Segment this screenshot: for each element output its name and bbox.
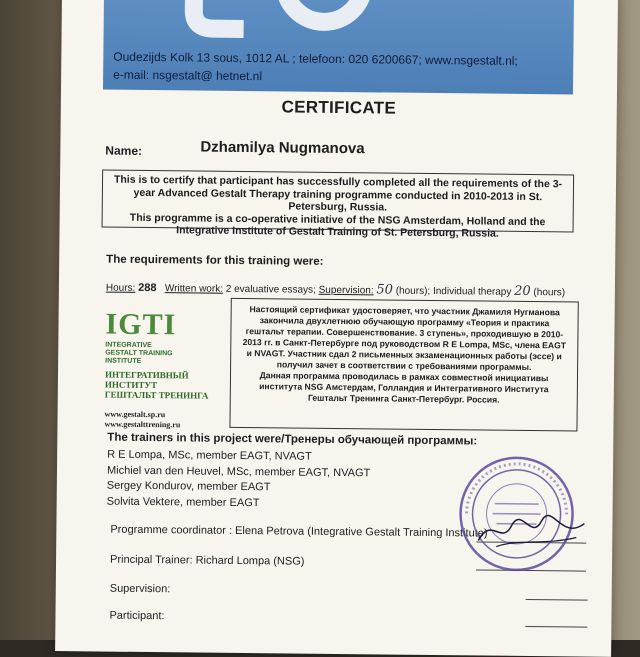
supervision-hours: 50 (376, 282, 394, 298)
handwritten-signature-icon (476, 510, 586, 551)
requirements-line (106, 280, 565, 300)
nsg-banner (103, 0, 574, 94)
igti-logo-block (104, 307, 225, 431)
igti-url: www.gestalttrening.ru (104, 419, 181, 430)
hours-value: 288 (138, 281, 157, 295)
supervision-signature-line (526, 599, 588, 601)
igti-russian-name (105, 370, 225, 401)
supervision-label: Supervision: (318, 284, 374, 297)
igti-websites (104, 410, 224, 431)
nsg-logo-icon (173, 0, 394, 53)
written-work-value: 2 evaluative essays; (222, 283, 319, 296)
principal-trainer: Principal Trainer: Richard Lompa (NSG) (110, 553, 305, 568)
supervision-signoff: Supervision: (109, 582, 171, 596)
trainers-list (107, 448, 371, 513)
trainer-item: Michiel van den Heuvel, MSc, member EAGT, NVAGT (106, 464, 371, 479)
name-label: Name: (105, 143, 143, 158)
certification-statement (102, 170, 575, 240)
email-line: e-mail: nsgestalt@ hetnet.nl (113, 67, 263, 84)
requirements-heading: The requirements for this training were: (106, 253, 324, 268)
statement-completion: This is to certify that participant has successfully completed all the requirements of the 3-year Advanced Gestalt Therapy training programme conducted in 2010-2013 in St. Petersburg, Russia. (113, 173, 563, 214)
address-line: Oudezijds Kolk 13 sous, 1012 AL ; telefoon: 020 6200667; www.nsgestalt.nl; (113, 49, 518, 68)
programme-coordinator: Programme coordinator : Elena Petrova (Integrative Gestalt Training Institute) (110, 523, 488, 540)
igti-en-line: GESTALT TRAINING (105, 349, 173, 358)
hours-label: Hours: (105, 282, 136, 294)
igti-url: www.gestalt.sp.ru (104, 409, 166, 420)
igti-english-name (105, 342, 225, 367)
russian-statement-p1: Настоящий сертификат удостоверяет, что участник Джамиля Нугманова закончила двухлетнюю обучающую программу «Теория и практика гештальт терапии. Совершенствование. 3 ступень», проходившую в 2010-2013 гг. в Санкт-Петербурге под руководством R E Lompa, MSc, члена EAGT и NVAGT. Участник сдал 2 письменных экзаменационных работы (эссе) и получил зачет в соответствии с требованиями программы. (242, 304, 567, 373)
supervision-unit: (hours); Individual therapy (392, 285, 515, 298)
trainer-item: Sergey Kondurov, member EAGT (106, 479, 271, 494)
igti-en-line: INTEGRATIVE (105, 341, 152, 350)
trainers-heading: The trainers in this project were/Тренеры обучающей программы: (107, 431, 478, 448)
statement-cooperation: This programme is a co-operative initiative of the NSG Amsterdam, Holland and the Integrative Institute of Gestalt Training of St. Petersburg, Russia. (129, 211, 546, 240)
therapy-unit: (hours) (530, 287, 566, 299)
trainer-item: R E Lompa, MSc, member EAGT, NVAGT (107, 448, 312, 463)
therapy-hours: 20 (514, 283, 531, 300)
igti-logo: IGTI (105, 307, 177, 342)
russian-statement (229, 298, 578, 432)
russian-statement-p2: Данная программа проводилась в рамках совместной инициативы института NSG Амстердам, Голландия и Интегративного Института Гештальт Тренинга Санкт-Петербург. Россия. (259, 370, 549, 405)
certificate-title: CERTIFICATE (281, 97, 397, 118)
igti-en-line: INSTITUTE (105, 357, 142, 365)
trainer-item: Solvita Vektere, member EAGT (106, 495, 260, 509)
igti-ru-line: ГЕШТАЛЬТ ТРЕНИНГА (104, 389, 209, 401)
igti-ru-line: ИНТЕГРАТИВНЫЙ ИНСТИТУТ (104, 369, 189, 391)
participant-name: Dzhamilya Nugmanova (200, 138, 365, 158)
participant-signoff: Participant: (109, 609, 165, 623)
written-work-label: Written work: (164, 283, 224, 295)
certificate-page (55, 0, 618, 657)
participant-signature-line (525, 626, 587, 628)
